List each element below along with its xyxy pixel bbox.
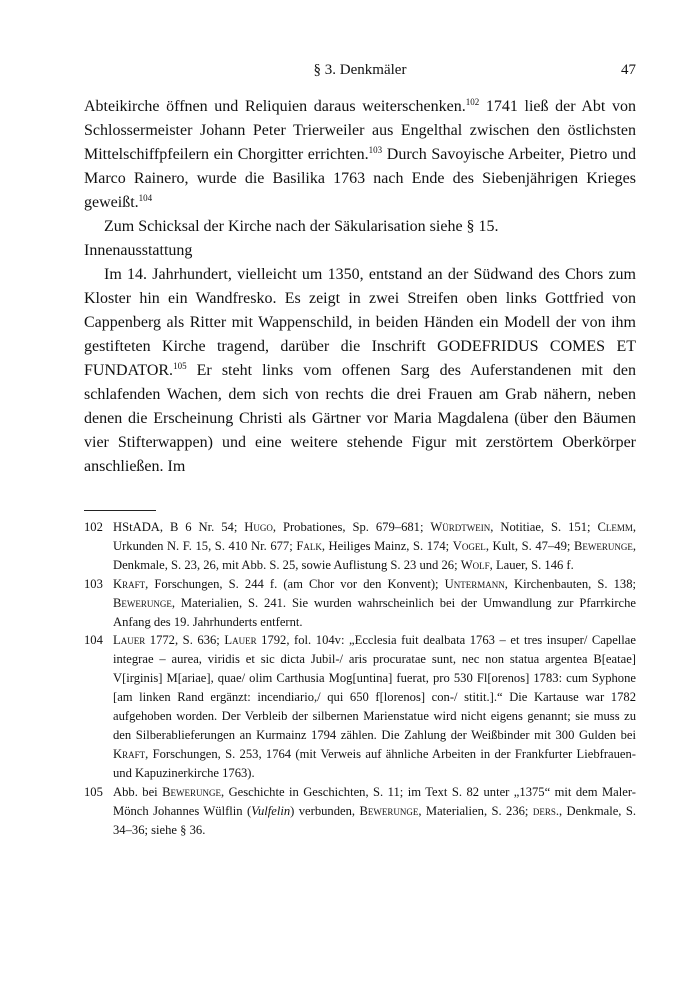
footnote-105 — [84, 783, 636, 840]
author-name: Bewerunge — [113, 595, 172, 610]
text-span: 1741 ließ der Abt von Schlossermeister Johann Peter Trierweiler aus Engelthal zwischen den östlichsten Mittelschiffpfeilern ein Chorgitter errichten. — [84, 98, 636, 163]
author-name: Clemm — [597, 520, 633, 534]
author-name: Bewerunge — [573, 538, 633, 553]
author-name: Wolf — [460, 557, 490, 572]
text-span: Im 14. Jahrhundert, vielleicht um 1350, entstand an der Südwand des Chors zum Kloster hin ein Wandfresko. Es zeigt in zwei Streifen oben links Gottfried von Cappenberg als Ritter mit Wappenschild, in beiden Händen ein Modell der von ihm gestifteten Kirche tragend, darüber die Inschrift GODEFRIDUS COMES ET FUNDATOR. — [84, 266, 636, 379]
footnote-number: 103 — [84, 576, 103, 591]
page-header — [84, 62, 636, 82]
footnote-text: 1792, fol. 104v: „Ecclesia fuit dealbata 1763 – et tres insuper/ Capellae integrae – aurea, viridis et sic dicta Jubil-/ aris procuratae sunt, nec non statua argentea B[eatae] V[irginis] M[ariae], quae/ olim Carthusia Mog[untina] fuerat, pro 530 Fl[orenos] 1783: cum Syphone [am linken Rand ergänzt: incendiario,/ qui 650 f[lorenos] con-/ stitit.].“ Die Kartause war 1782 aufgehoben worden. Der Verbleib der silbernen Marienstatue wird nicht eigens genannt; sie muss zu den Silberablieferungen an Kurmainz 1794 zählen. Die Zahlung der Weißbinder mit 300 Gulden bei — [113, 633, 636, 742]
footnote-102 — [84, 518, 636, 575]
author-name: Kraft — [113, 576, 146, 591]
footnote-number: 105 — [84, 784, 103, 799]
footnote-text: , Notitiae, S. 151; — [490, 520, 598, 534]
footnote-103 — [84, 575, 636, 632]
footnote-text: , Denkmale, S. 23, 26, mit Abb. S. 25, sowie Auflistung S. 23 und 26; — [113, 538, 636, 572]
footnote-divider — [84, 510, 156, 511]
author-name: Vogel — [452, 538, 486, 553]
section-heading: Innenausstattung — [84, 242, 193, 259]
author-name: Hugo — [244, 520, 273, 534]
author-name: Würdtwein — [430, 520, 491, 534]
footnote-104 — [84, 631, 636, 782]
footnote-text: , Materialien, S. 241. Sie wurden wahrscheinlich bei der Umwandlung zur Pfarrkirche Anfang des 19. Jahrhunderts entfernt. — [113, 595, 636, 629]
author-name: Bewerunge — [162, 784, 221, 799]
italic-text: Vulfelin — [251, 803, 291, 818]
footnote-text: , Forschungen, S. 253, 1764 (mit Verweis auf ähnliche Arbeiten in der Frankfurter Liebfrauen- und Kapuzinerkirche 1763). — [113, 746, 636, 780]
footnote-text: , Geschichte in Geschichten, S. 11; im Text S. 82 unter „1375“ mit dem Maler-Mönch Johannes Wülflin ( — [113, 784, 636, 818]
text-span: Abteikirche öffnen und Reliquien daraus weiterschenken. — [84, 98, 466, 115]
footnote-ref-103[interactable]: 103 — [368, 145, 383, 155]
footnote-text: , Kirchenbauten, S. 138; — [504, 576, 636, 591]
paragraph-3 — [84, 263, 636, 479]
paragraph-1 — [84, 95, 636, 215]
footnote-text: ) verbunden, — [290, 803, 360, 818]
author-name: ders. — [532, 803, 559, 818]
footnote-text: , Urkunden N. F. 15, S. 410 Nr. 677; — [113, 520, 637, 553]
author-name: Bewerunge — [359, 803, 419, 818]
footnote-text: , Kult, S. 47–49; — [485, 538, 574, 553]
footnote-text: , Heiliges Mainz, S. 174; — [321, 538, 453, 553]
running-title: § 3. Denkmäler — [313, 62, 407, 78]
footnote-ref-104[interactable]: 104 — [138, 193, 153, 203]
author-name: Falk — [296, 538, 322, 553]
footnote-text: , Materialien, S. 236; — [418, 803, 533, 818]
footnote-text: HStADA, B 6 Nr. 54; — [113, 520, 245, 534]
text-span: Durch Savoyische Arbeiter, Pietro und Marco Rainero, wurde die Basilika 1763 nach Ende des Siebenjährigen Krieges geweißt. — [84, 146, 637, 211]
text-span: Er steht links vom offenen Sarg des Auferstandenen mit den schlafenden Wachen, dem sich von rechts die drei Frauen am Grab nähern, neben denen die Erscheinung Christi als Gärtner vor Maria Magdalena (über den Bäumen vier Stifterwappen) und eine weitere stehende Figur mit zerstörtem Oberkörper anschließen. Im — [84, 362, 636, 475]
footnote-text: Abb. bei — [113, 784, 163, 799]
footnote-text: 1772, S. 636; — [145, 633, 225, 648]
footnotes — [84, 518, 636, 839]
footnote-ref-105[interactable]: 105 — [173, 361, 187, 371]
footnote-number: 104 — [84, 633, 103, 648]
footnote-text: , Forschungen, S. 244 f. (am Chor vor den Konvent); — [145, 576, 445, 591]
footnote-number: 102 — [84, 520, 103, 534]
page-number: 47 — [621, 62, 636, 78]
footnote-text: , Probationes, Sp. 679–681; — [272, 520, 431, 534]
author-name: Lauer — [224, 633, 257, 648]
author-name: Lauer — [113, 633, 146, 648]
footnote-text: , Lauer, S. 146 f. — [489, 557, 574, 572]
footnote-text: , Denkmale, S. 34–36; siehe § 36. — [113, 803, 637, 837]
main-text — [84, 95, 636, 479]
paragraph-2: Zum Schicksal der Kirche nach der Säkularisation siehe § 15. — [104, 218, 499, 235]
footnote-ref-102[interactable]: 102 — [465, 97, 480, 107]
author-name: Untermann — [444, 576, 505, 591]
author-name: Kraft — [113, 746, 146, 761]
